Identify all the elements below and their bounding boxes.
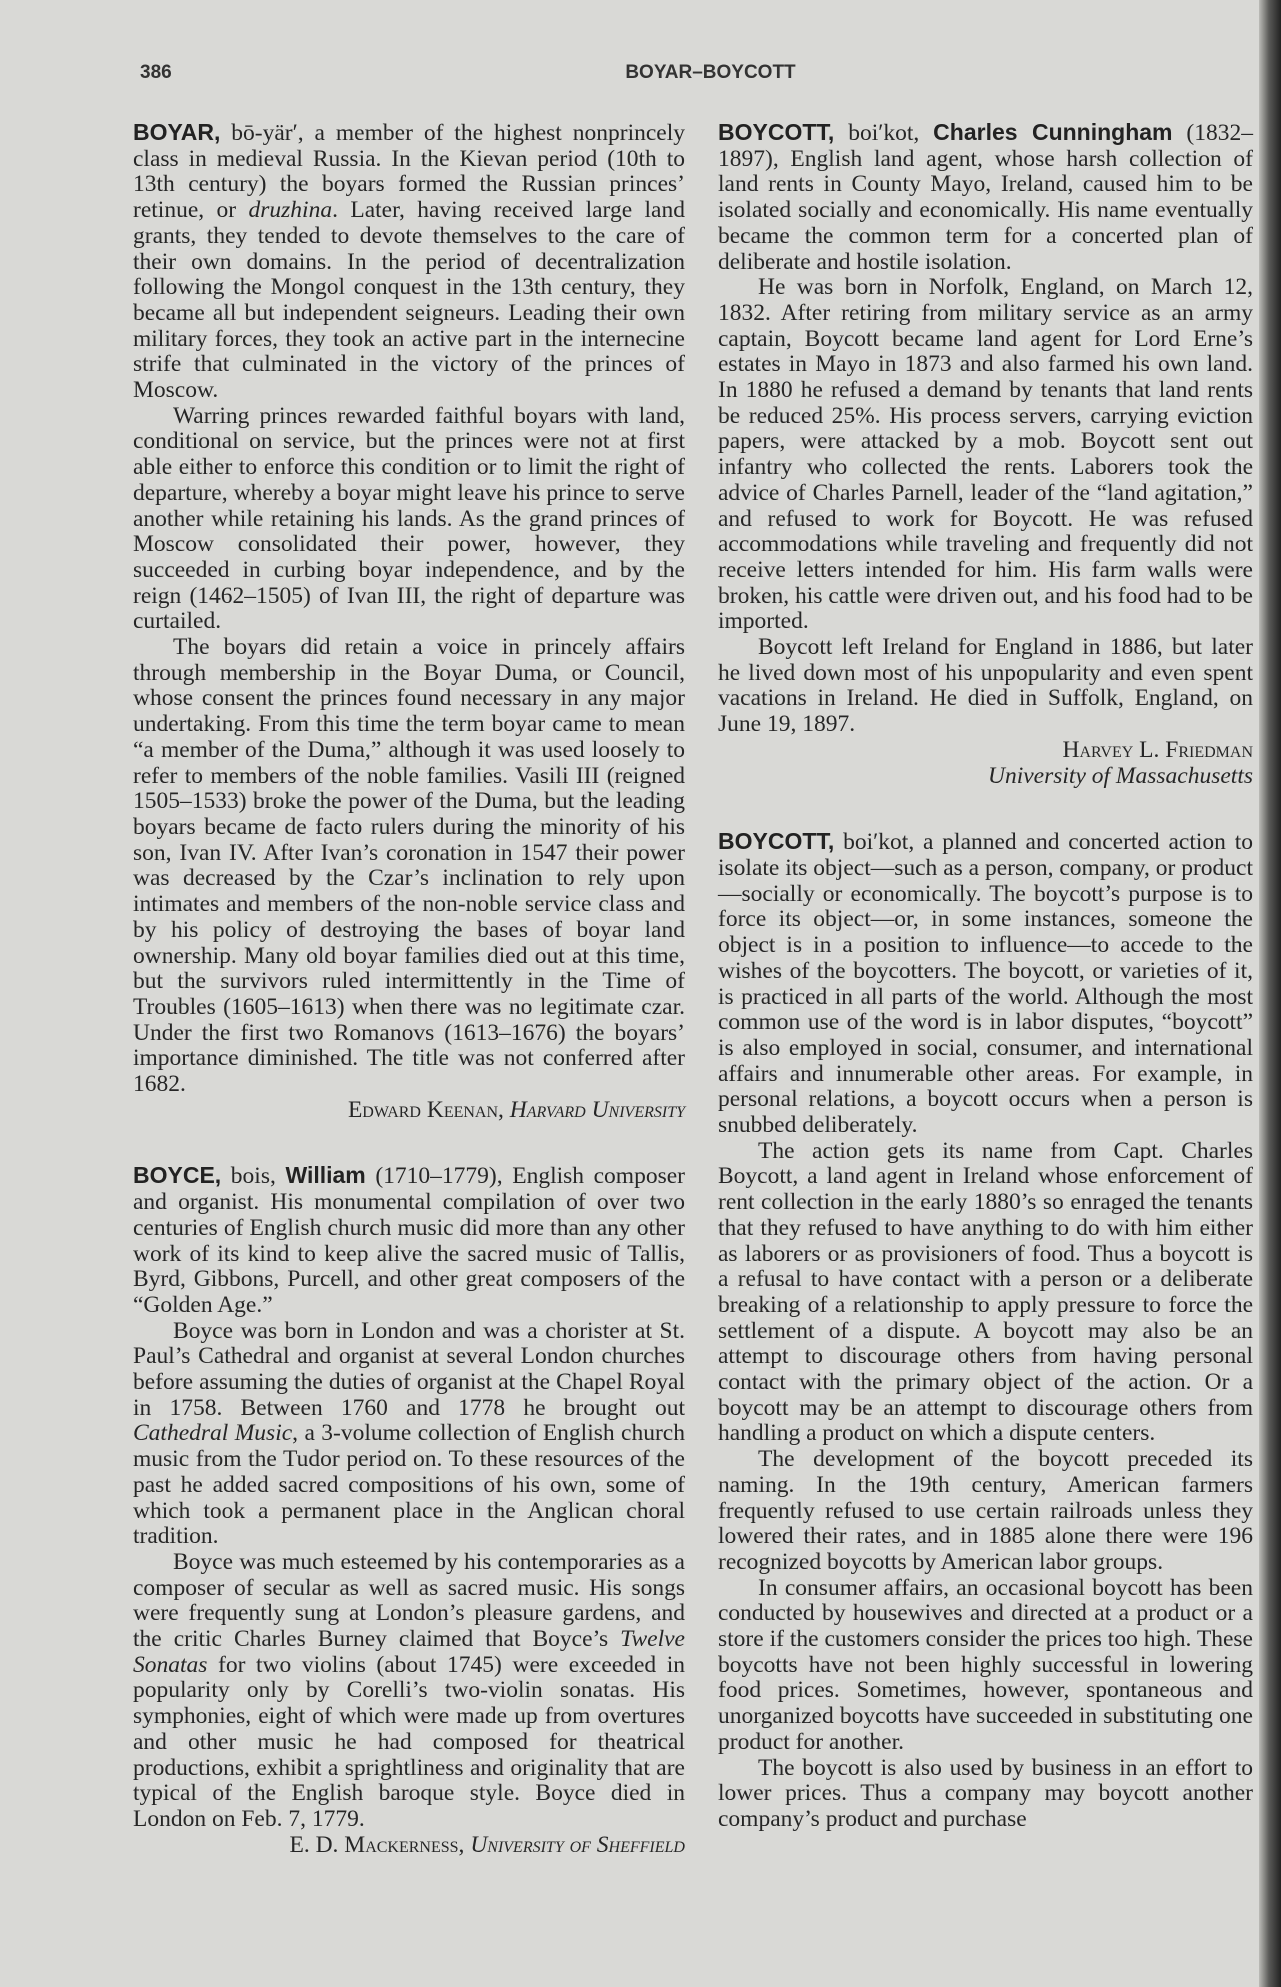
left-column bbox=[133, 120, 685, 1898]
entry-paragraph bbox=[133, 1319, 685, 1550]
entry-paragraph bbox=[718, 1576, 1253, 1756]
text-run: bois, bbox=[221, 1163, 286, 1190]
text-run: Warring princes rewarded faithful boyars with land, conditional on service, but the princes were not at first able either to enforce this condition or to limit the right of departure, whereby a boyar might leave his prince to serve another while retaining his lands. As the grand princes of Moscow consolidated their power, however, they succeeded in curbing boyar independence, and by the reign (1462–1505) of Ivan III, the right of departure was curtailed. bbox=[133, 402, 685, 635]
entry-lead-paragraph bbox=[133, 120, 685, 404]
encyclopedia-entry bbox=[133, 120, 685, 1123]
headword: BOYCOTT, bbox=[718, 828, 835, 855]
text-run: The boyars did retain a voice in princely affairs through membership in the Boyar Duma, or Council, whose consent the princes found necessary in any major undertaking. From this time the term boyar came to mean “a member of the Duma,” although it was used loosely to refer to members of the noble families. Vasili III (reigned 1505–1533) broke the power of the Duma, but the leading boyars became de facto rulers during the minority of his son, Ivan IV. After Ivan’s coronation in 1547 their power was decreased by the Czar’s inclination to rely upon intimates and members of the non-noble service class and by his policy of destroying the bases of boyar land ownership. Many old boyar families died out at this time, but the survivors ruled intermittently in the Time of Troubles (1605–1613) when there was no legitimate czar. Under the first two Romanovs (1613–1676) the boyars’ importance diminished. The title was not conferred after 1682. bbox=[133, 634, 685, 1098]
entry-paragraph bbox=[718, 275, 1253, 635]
italic-text: Twelve Sonatas bbox=[133, 1626, 685, 1678]
text-run: In consumer affairs, an occasional boycott has been conducted by housewives and directed at a product or a store if the customers consider the prices too high. These boycotts have not been highly successful in lowering food prices. Sometimes, however, spontaneous and unorganized boycotts have succeeded in substituting one product for another. bbox=[718, 1574, 1253, 1755]
headword: Charles Cunningham bbox=[933, 119, 1173, 145]
entry-paragraph bbox=[718, 635, 1253, 738]
entry-paragraph bbox=[133, 1550, 685, 1833]
encyclopedia-entry bbox=[133, 1163, 685, 1858]
author-name: Edward Keenan, bbox=[347, 1096, 504, 1123]
author-affiliation: University of Sheffield bbox=[470, 1831, 685, 1858]
text-run: Boycott left Ireland for England in 1886, but later he lived down most of his unpopularity and even spent vacations in Ireland. He died in Suffolk, England, on June 19, 1897. bbox=[718, 634, 1253, 738]
signature-affiliation bbox=[718, 764, 1253, 790]
text-run: The action gets its name from Capt. Charles Boycott, a land agent in Ireland whose enforcement of rent collection in the early 1880’s so enraged the tenants that they refused to have anything to do with him either as laborers or as provisioners of food. Thus a boycott is a refusal to have contact with a person or a deliberate breaking of a relationship to apply pressure to force the settlement of a dispute. A boycott may also be an attempt to discourage others from having personal contact with the primary object of the action. Or a boycott may be an attempt to discourage others from handling a product on which a dispute centers. bbox=[718, 1137, 1253, 1447]
italic-text: Cathedral Music bbox=[133, 1420, 293, 1447]
text-run: Boyce was born in London and was a chorister at St. Paul’s Cathedral and organist at several London churches before assuming the duties of organist at the Chapel Royal in 1758. Between 1760 and 1778 he brought out bbox=[133, 1317, 685, 1421]
page-number: 386 bbox=[140, 62, 172, 83]
running-head bbox=[0, 62, 1281, 84]
text-run: Boyce was much esteemed by his contemporaries as a composer of secular as well as sacred music. His songs were frequently sung at London’s pleasure gardens, and the critic Charles Burney claimed that Boyce’s bbox=[133, 1548, 685, 1653]
entry-paragraph bbox=[718, 1756, 1253, 1833]
author-name: Harvey L. Friedman bbox=[1062, 736, 1253, 763]
text-run: The development of the boycott preceded its naming. In the 19th century, American farmers frequently refused to use certain railroads unless they lowered their rates, and in 1885 alone there were 196 recognized boycotts by American labor groups. bbox=[718, 1446, 1253, 1575]
text-run: boi′kot, a planned and concerted action to isolate its object—such as a person, company, or product—socially or economically. The boycott’s purpose is to force its object—or, in some instances, someone the object is in a position to influence—to accede to the wishes of the boycotters. The boycott, or varieties of it, is practiced in all parts of the world. Although the most common use of the word is in labor disputes, “boycott” is also employed in social, consumer, and international affairs and innumerable other areas. For example, in personal relations, a boycott occurs when a person is snubbed deliberately. bbox=[718, 829, 1253, 1139]
entry-paragraph bbox=[133, 404, 685, 635]
text-run: He was born in Norfolk, England, on March 12, 1832. After retiring from military service as an army captain, Boycott became land agent for Lord Erne’s estates in Mayo in 1873 and also farmed his own land. In 1880 he refused a demand by tenants that land rents be reduced 25%. His process servers, carrying eviction papers, were attacked by a mob. Boycott sent out infantry who collected the rents. Laborers took the advice of Charles Parnell, leader of the “land agitation,” and refused to work for Boycott. He was refused accommodations while traveling and frequently did not receive letters intended for him. His farm walls were broken, his cattle were driven out, and his food had to be imported. bbox=[718, 274, 1253, 635]
signature bbox=[133, 1833, 685, 1859]
signature-author bbox=[718, 738, 1253, 764]
text-run: . Later, having received large land grants, they tended to devote themselves to the care of their own domains. In the period of decentralization following the Mongol conquest in the 13th century, they became all but independent seigneurs. Leading their own military forces, they took an active part in the internecine strife that culminated in the victory of the princes of Moscow. bbox=[133, 197, 685, 404]
entry-paragraph bbox=[718, 1447, 1253, 1576]
text-run: boi′kot, bbox=[834, 120, 934, 146]
right-column bbox=[718, 120, 1253, 1873]
author-affiliation: Harvard University bbox=[509, 1096, 685, 1123]
entry-paragraph bbox=[718, 1139, 1253, 1447]
entry-paragraph bbox=[133, 635, 685, 1098]
text-run: The boycott is also used by business in an effort to lower prices. Thus a company may boycott another company’s product and purchase bbox=[718, 1754, 1253, 1832]
entry-lead-paragraph bbox=[718, 120, 1253, 275]
headword: BOYCE, bbox=[133, 1162, 222, 1189]
page-binding-edge bbox=[1259, 0, 1281, 1987]
headword: BOYAR, bbox=[133, 119, 221, 145]
text-run: (1832–1897), English land agent, whose harsh collection of land rents in County Mayo, Ireland, caused him to be isolated socially and economically. His name eventually became the common term for a concerted plan of deliberate and hostile isolation. bbox=[718, 120, 1253, 275]
italic-text: druzhina bbox=[248, 197, 333, 224]
text-run: for two violins (about 1745) were exceeded in popularity only by Corelli’s two-violin sonatas. His symphonies, eight of which were made up from overtures and other music he had composed for theatrical productions, exhibit a sprightliness and originality that are typical of the English baroque style. Boyce died in London on Feb. 7, 1779. bbox=[133, 1651, 685, 1832]
encyclopedia-entry bbox=[718, 829, 1253, 1832]
text-run: , a 3-volume collection of English church music from the Tudor period on. To these resources of the past he added sacred compositions of his own, some of which took a permanent place in the Anglican choral tradition. bbox=[133, 1420, 685, 1550]
text-run: bō-yär′, a member of the highest nonprincely class in medieval Russia. In the Kievan period (10th to 13th century) the boyars formed the Russian princes’ retinue, or bbox=[133, 120, 685, 224]
encyclopedia-entry bbox=[718, 120, 1253, 789]
signature bbox=[133, 1098, 685, 1124]
headword: BOYCOTT, bbox=[718, 119, 835, 145]
author-name: E. D. Mackerness, bbox=[289, 1831, 465, 1858]
text-run: (1710–1779), English composer and organist. His monumental compilation of over two centuries of English church music did more than any other work of its kind to keep alive the sacred music of Tallis, Byrd, Gibbons, Purcell, and other great composers of the “Golden Age.” bbox=[133, 1163, 685, 1318]
entry-lead-paragraph bbox=[718, 829, 1253, 1138]
entry-lead-paragraph bbox=[133, 1163, 685, 1318]
author-affiliation: University of Massachusetts bbox=[988, 762, 1253, 789]
headword: William bbox=[285, 1162, 366, 1189]
running-head-text: BOYAR–BOYCOTT bbox=[625, 62, 796, 83]
